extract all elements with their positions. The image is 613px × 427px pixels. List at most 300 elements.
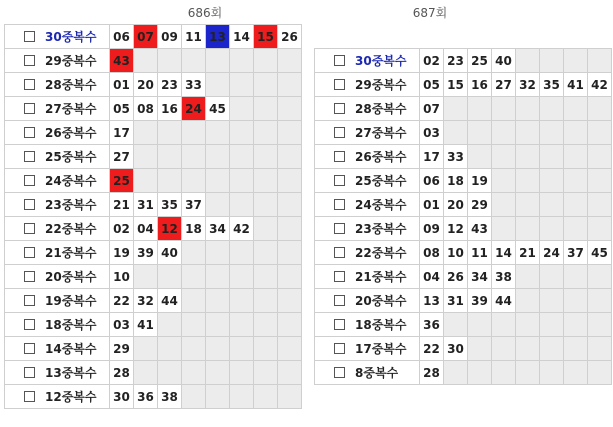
- row-label: 8중복수: [355, 366, 399, 380]
- row-label: 20중복수: [45, 270, 97, 284]
- empty-cell: [468, 337, 492, 361]
- empty-cell: [588, 145, 612, 169]
- number-cell: 09: [158, 25, 182, 49]
- round-687-rows: [315, 49, 612, 385]
- empty-cell: [182, 265, 206, 289]
- row-label: 28중복수: [45, 78, 97, 92]
- row-label-cell: [315, 193, 420, 217]
- row-label-cell: [5, 97, 110, 121]
- empty-cell: [588, 361, 612, 385]
- empty-cell: [278, 169, 302, 193]
- number-cell: 03: [110, 313, 134, 337]
- empty-cell: [278, 385, 302, 409]
- row-label: 28중복수: [355, 102, 407, 116]
- number-cell: 35: [540, 73, 564, 97]
- empty-cell: [230, 241, 254, 265]
- empty-cell: [564, 145, 588, 169]
- empty-cell: [182, 241, 206, 265]
- row-label: 12중복수: [45, 390, 97, 404]
- row-label: 13중복수: [45, 366, 97, 380]
- empty-cell: [206, 49, 230, 73]
- checkbox-icon[interactable]: [334, 271, 345, 282]
- empty-cell: [588, 265, 612, 289]
- checkbox-icon[interactable]: [24, 247, 35, 258]
- empty-cell: [182, 121, 206, 145]
- row-label-cell: [315, 145, 420, 169]
- row-label-cell: [315, 289, 420, 313]
- table-row: [5, 97, 302, 121]
- table-row: [315, 121, 612, 145]
- number-cell: 29: [110, 337, 134, 361]
- empty-cell: [206, 169, 230, 193]
- empty-cell: [278, 49, 302, 73]
- row-label: 24중복수: [355, 198, 407, 212]
- empty-cell: [588, 97, 612, 121]
- number-cell: 22: [110, 289, 134, 313]
- highlighted-number-cell: 12: [158, 217, 182, 241]
- checkbox-icon[interactable]: [24, 319, 35, 330]
- row-label-cell: [5, 193, 110, 217]
- empty-cell: [540, 337, 564, 361]
- row-label-cell: [5, 73, 110, 97]
- empty-cell: [278, 193, 302, 217]
- table-row: [315, 217, 612, 241]
- row-label: 23중복수: [355, 222, 407, 236]
- empty-cell: [540, 169, 564, 193]
- row-label: 24중복수: [45, 174, 97, 188]
- row-label: 29중복수: [45, 54, 97, 68]
- number-cell: 37: [182, 193, 206, 217]
- checkbox-icon[interactable]: [24, 391, 35, 402]
- number-cell: 28: [110, 361, 134, 385]
- empty-cell: [206, 289, 230, 313]
- empty-cell: [564, 217, 588, 241]
- empty-cell: [516, 217, 540, 241]
- empty-cell: [588, 313, 612, 337]
- empty-cell: [134, 145, 158, 169]
- empty-cell: [254, 121, 278, 145]
- checkbox-icon[interactable]: [334, 55, 345, 66]
- empty-cell: [254, 265, 278, 289]
- empty-cell: [516, 97, 540, 121]
- number-cell: 41: [564, 73, 588, 97]
- number-cell: 06: [420, 169, 444, 193]
- checkbox-icon[interactable]: [24, 271, 35, 282]
- number-cell: 21: [110, 193, 134, 217]
- number-cell: 28: [420, 361, 444, 385]
- number-cell: 11: [182, 25, 206, 49]
- empty-cell: [444, 361, 468, 385]
- empty-cell: [492, 169, 516, 193]
- empty-cell: [540, 97, 564, 121]
- row-label-cell: [5, 289, 110, 313]
- number-cell: 38: [158, 385, 182, 409]
- number-cell: 14: [230, 25, 254, 49]
- empty-cell: [516, 313, 540, 337]
- empty-cell: [588, 217, 612, 241]
- empty-cell: [564, 313, 588, 337]
- empty-cell: [230, 265, 254, 289]
- empty-cell: [254, 193, 278, 217]
- empty-cell: [230, 289, 254, 313]
- row-label: 25중복수: [45, 150, 97, 164]
- number-cell: 37: [564, 241, 588, 265]
- empty-cell: [134, 361, 158, 385]
- number-cell: 41: [134, 313, 158, 337]
- table-row: [315, 169, 612, 193]
- number-cell: 44: [492, 289, 516, 313]
- checkbox-icon[interactable]: [24, 367, 35, 378]
- checkbox-icon[interactable]: [24, 295, 35, 306]
- checkbox-icon[interactable]: [24, 223, 35, 234]
- empty-cell: [564, 169, 588, 193]
- number-cell: 17: [420, 145, 444, 169]
- row-label-cell: [5, 217, 110, 241]
- checkbox-icon[interactable]: [24, 31, 35, 42]
- round-686-table: [4, 24, 302, 409]
- number-cell: 45: [206, 97, 230, 121]
- number-cell: 04: [420, 265, 444, 289]
- empty-cell: [182, 49, 206, 73]
- empty-cell: [516, 49, 540, 73]
- row-label: 26중복수: [45, 126, 97, 140]
- row-label-cell: [315, 313, 420, 337]
- row-label: 30중복수: [45, 30, 97, 44]
- number-cell: 31: [444, 289, 468, 313]
- row-label: 22중복수: [355, 246, 407, 260]
- number-cell: 02: [420, 49, 444, 73]
- empty-cell: [588, 289, 612, 313]
- number-cell: 39: [134, 241, 158, 265]
- table-row: [315, 145, 612, 169]
- empty-cell: [444, 97, 468, 121]
- empty-cell: [134, 49, 158, 73]
- row-label-cell: [5, 361, 110, 385]
- table-row: [5, 361, 302, 385]
- empty-cell: [134, 337, 158, 361]
- empty-cell: [540, 121, 564, 145]
- empty-cell: [564, 361, 588, 385]
- checkbox-icon[interactable]: [24, 79, 35, 90]
- table-row: [5, 241, 302, 265]
- table-row: [315, 49, 612, 73]
- row-label-cell: [5, 313, 110, 337]
- empty-cell: [158, 337, 182, 361]
- number-cell: 40: [492, 49, 516, 73]
- empty-cell: [230, 49, 254, 73]
- number-cell: 43: [468, 217, 492, 241]
- row-label: 20중복수: [355, 294, 407, 308]
- empty-cell: [492, 313, 516, 337]
- empty-cell: [588, 337, 612, 361]
- number-cell: 36: [134, 385, 158, 409]
- row-label: 25중복수: [355, 174, 407, 188]
- number-cell: 19: [468, 169, 492, 193]
- number-cell: 10: [110, 265, 134, 289]
- number-cell: 12: [444, 217, 468, 241]
- empty-cell: [206, 145, 230, 169]
- empty-cell: [468, 121, 492, 145]
- empty-cell: [206, 241, 230, 265]
- number-cell: 30: [110, 385, 134, 409]
- table-row: [315, 361, 612, 385]
- empty-cell: [158, 121, 182, 145]
- empty-cell: [278, 289, 302, 313]
- highlighted-number-cell: 43: [110, 49, 134, 73]
- row-label-cell: [5, 169, 110, 193]
- number-cell: 16: [158, 97, 182, 121]
- empty-cell: [206, 193, 230, 217]
- number-cell: 08: [420, 241, 444, 265]
- empty-cell: [468, 313, 492, 337]
- empty-cell: [182, 289, 206, 313]
- table-row: [5, 337, 302, 361]
- empty-cell: [492, 337, 516, 361]
- empty-cell: [540, 289, 564, 313]
- row-label-cell: [5, 145, 110, 169]
- number-cell: 19: [110, 241, 134, 265]
- table-row: [315, 313, 612, 337]
- checkbox-icon[interactable]: [24, 103, 35, 114]
- empty-cell: [254, 73, 278, 97]
- table-row: [5, 169, 302, 193]
- checkbox-icon[interactable]: [334, 151, 345, 162]
- number-cell: 29: [468, 193, 492, 217]
- checkbox-icon[interactable]: [334, 199, 345, 210]
- number-cell: 18: [444, 169, 468, 193]
- empty-cell: [540, 193, 564, 217]
- table-row: [5, 49, 302, 73]
- table-row: [315, 265, 612, 289]
- table-row: [315, 193, 612, 217]
- empty-cell: [206, 385, 230, 409]
- empty-cell: [182, 361, 206, 385]
- empty-cell: [278, 145, 302, 169]
- empty-cell: [254, 313, 278, 337]
- table-row: [5, 289, 302, 313]
- empty-cell: [230, 121, 254, 145]
- empty-cell: [540, 217, 564, 241]
- empty-cell: [206, 361, 230, 385]
- number-cell: 36: [420, 313, 444, 337]
- number-cell: 13: [420, 289, 444, 313]
- checkbox-icon[interactable]: [334, 295, 345, 306]
- number-cell: 20: [134, 73, 158, 97]
- checkbox-icon[interactable]: [24, 199, 35, 210]
- checkbox-icon[interactable]: [334, 103, 345, 114]
- highlighted-number-cell: 24: [182, 97, 206, 121]
- row-label: 21중복수: [355, 270, 407, 284]
- table-row: [315, 73, 612, 97]
- number-cell: 24: [540, 241, 564, 265]
- number-cell: 32: [134, 289, 158, 313]
- table-row: [5, 313, 302, 337]
- empty-cell: [492, 217, 516, 241]
- empty-cell: [564, 97, 588, 121]
- number-cell: 05: [110, 97, 134, 121]
- row-label-cell: [5, 49, 110, 73]
- number-cell: 33: [444, 145, 468, 169]
- empty-cell: [468, 145, 492, 169]
- number-cell: 34: [206, 217, 230, 241]
- checkbox-icon[interactable]: [24, 127, 35, 138]
- highlighted-number-cell: 13: [206, 25, 230, 49]
- empty-cell: [182, 145, 206, 169]
- checkbox-icon[interactable]: [334, 127, 345, 138]
- number-cell: 08: [134, 97, 158, 121]
- row-label: 22중복수: [45, 222, 97, 236]
- row-label-cell: [5, 25, 110, 49]
- number-cell: 30: [444, 337, 468, 361]
- empty-cell: [516, 145, 540, 169]
- number-cell: 42: [230, 217, 254, 241]
- row-label: 27중복수: [355, 126, 407, 140]
- empty-cell: [492, 361, 516, 385]
- empty-cell: [516, 289, 540, 313]
- number-cell: 27: [492, 73, 516, 97]
- empty-cell: [540, 361, 564, 385]
- checkbox-icon[interactable]: [334, 223, 345, 234]
- number-cell: 45: [588, 241, 612, 265]
- number-cell: 01: [420, 193, 444, 217]
- highlighted-number-cell: 07: [134, 25, 158, 49]
- row-label-cell: [5, 337, 110, 361]
- table-row: [5, 145, 302, 169]
- number-cell: 06: [110, 25, 134, 49]
- empty-cell: [206, 337, 230, 361]
- table-row: [5, 217, 302, 241]
- number-cell: 17: [110, 121, 134, 145]
- empty-cell: [134, 121, 158, 145]
- row-label: 21중복수: [45, 246, 97, 260]
- empty-cell: [540, 49, 564, 73]
- checkbox-icon[interactable]: [334, 79, 345, 90]
- empty-cell: [516, 169, 540, 193]
- empty-cell: [278, 265, 302, 289]
- table-row: [5, 121, 302, 145]
- row-label: 17중복수: [355, 342, 407, 356]
- number-cell: 22: [420, 337, 444, 361]
- empty-cell: [278, 361, 302, 385]
- number-cell: 20: [444, 193, 468, 217]
- number-cell: 31: [134, 193, 158, 217]
- checkbox-icon[interactable]: [334, 319, 345, 330]
- checkbox-icon[interactable]: [24, 151, 35, 162]
- number-cell: 07: [420, 97, 444, 121]
- empty-cell: [468, 97, 492, 121]
- number-cell: 42: [588, 73, 612, 97]
- checkbox-icon[interactable]: [334, 367, 345, 378]
- empty-cell: [278, 73, 302, 97]
- empty-cell: [444, 313, 468, 337]
- empty-cell: [278, 241, 302, 265]
- empty-cell: [564, 289, 588, 313]
- empty-cell: [588, 169, 612, 193]
- empty-cell: [254, 169, 278, 193]
- empty-cell: [182, 313, 206, 337]
- empty-cell: [230, 313, 254, 337]
- empty-cell: [230, 337, 254, 361]
- table-row: [315, 97, 612, 121]
- highlighted-number-cell: 15: [254, 25, 278, 49]
- number-cell: 23: [158, 73, 182, 97]
- number-cell: 26: [278, 25, 302, 49]
- row-label-cell: [315, 241, 420, 265]
- empty-cell: [230, 193, 254, 217]
- empty-cell: [444, 121, 468, 145]
- empty-cell: [564, 265, 588, 289]
- empty-cell: [492, 145, 516, 169]
- checkbox-icon[interactable]: [334, 247, 345, 258]
- empty-cell: [516, 193, 540, 217]
- empty-cell: [254, 145, 278, 169]
- table-row: [5, 385, 302, 409]
- empty-cell: [516, 337, 540, 361]
- empty-cell: [158, 361, 182, 385]
- number-cell: 05: [420, 73, 444, 97]
- empty-cell: [516, 121, 540, 145]
- empty-cell: [278, 217, 302, 241]
- empty-cell: [158, 313, 182, 337]
- table-row: [315, 289, 612, 313]
- checkbox-icon[interactable]: [334, 343, 345, 354]
- empty-cell: [492, 193, 516, 217]
- empty-cell: [540, 313, 564, 337]
- row-label: 18중복수: [355, 318, 407, 332]
- empty-cell: [254, 97, 278, 121]
- empty-cell: [230, 169, 254, 193]
- checkbox-icon[interactable]: [24, 55, 35, 66]
- row-label-cell: [315, 73, 420, 97]
- row-label-cell: [315, 265, 420, 289]
- empty-cell: [230, 145, 254, 169]
- round-686-rows: [5, 25, 302, 409]
- number-cell: 04: [134, 217, 158, 241]
- empty-cell: [278, 97, 302, 121]
- checkbox-icon[interactable]: [334, 175, 345, 186]
- row-label-cell: [315, 217, 420, 241]
- empty-cell: [588, 49, 612, 73]
- empty-cell: [230, 385, 254, 409]
- checkbox-icon[interactable]: [24, 343, 35, 354]
- number-cell: 35: [158, 193, 182, 217]
- number-cell: 10: [444, 241, 468, 265]
- number-cell: 27: [110, 145, 134, 169]
- row-label-cell: [315, 337, 420, 361]
- empty-cell: [230, 361, 254, 385]
- empty-cell: [278, 121, 302, 145]
- empty-cell: [540, 265, 564, 289]
- number-cell: 25: [468, 49, 492, 73]
- row-label: 19중복수: [45, 294, 97, 308]
- empty-cell: [564, 49, 588, 73]
- number-cell: 32: [516, 73, 540, 97]
- number-cell: 33: [182, 73, 206, 97]
- number-cell: 15: [444, 73, 468, 97]
- number-cell: 03: [420, 121, 444, 145]
- empty-cell: [182, 337, 206, 361]
- table-row: [315, 337, 612, 361]
- number-cell: 01: [110, 73, 134, 97]
- number-cell: 09: [420, 217, 444, 241]
- number-cell: 21: [516, 241, 540, 265]
- row-label: 26중복수: [355, 150, 407, 164]
- empty-cell: [588, 121, 612, 145]
- row-label: 14중복수: [45, 342, 97, 356]
- row-label-cell: [315, 169, 420, 193]
- empty-cell: [516, 361, 540, 385]
- checkbox-icon[interactable]: [24, 175, 35, 186]
